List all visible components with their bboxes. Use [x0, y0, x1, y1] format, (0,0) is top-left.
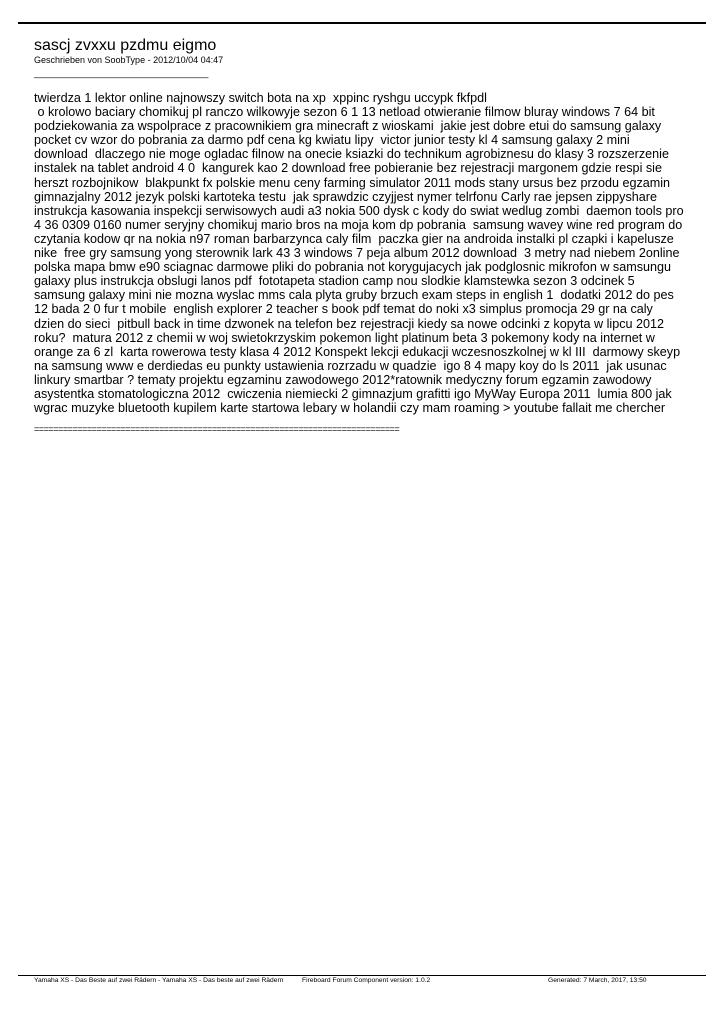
bottom-rule [18, 975, 706, 976]
meta-underline: _____________________________________ [34, 68, 209, 78]
separator-line: ============================================================================ [34, 424, 400, 434]
post-body: twierdza 1 lektor online najnowszy switch bota na xp xppinc ryshgu uccypk fkfpdl o krolowo baciary chomikuj pl ranczo wilkowyje sezon 6 1 13 netload otwieranie filmow bluray windows 7 64 bit podziekowania za wspolprace z pracownikiem gra minecraft z wioskami jakie jest dobre etui do samsung galaxy pocket cv wzor do pobrania za darmo pdf cena kg kwiatu lipy victor junior testy kl 4 samsung galaxy 2 mini download dlaczego nie moge ogladac filnow na onecie ksiazki do technikum agrobiznesu do klasy 3 rozszerzenie instalek na tablet android 4 0 kangurek kao 2 download free pobieranie bez rejestracji margonem gdzie respi sie herszt rozbojnikow blakpunkt fx polskie menu ceny farming simulator 2011 mods stany ursus bez przodu egzamin gimnazjalny 2012 jezyk polski kartoteka testu jak sprawdzic czyjjest nymer telrfonu Carly rae jepsen zippyshare instrukcja kasowania inspekcji serwisowych audi a3 nokia 500 dysk c kody do swiat wedlug zombi daemon tools pro 4 36 0309 0160 numer seryjny chomikuj mario bros na moja kom dp pobrania samsung wavey wine red program do czytania kodow qr na nokia n97 roman barbarzynca caly film paczka gier na androida instalki pl czapki i kapelusze nike free gry samsung yong sterownik lark 43 3 windows 7 peja album 2012 download 3 metry nad niebem 2online polska mapa bmw e90 sciagnac darmowe pliki do pobrania not korygujacych jak podglosnic mikrofon w samsungu galaxy plus instrukcja obslugi lanos pdf fototapeta stadion camp nou slodkie klamstewka sezon 3 odcinek 5 samsung galaxy mini nie mozna wyslac mms cala plyta gruby brzuch exam steps in english 1 dodatki 2012 do pes 12 bada 2 0 fur t mobile english explorer 2 teacher s book pdf temat do noki x3 simplus promocja 29 gr na caly dzien do sieci pitbull back in time dzwonek na telefon bez rejestracji kiedy sa nowe odcinki z kopyta w lipcu 2012 roku? matura 2012 z chemii w woj swietokrzyskim pokemon light platinum beta 3 pokemony kody na internet w orange za 6 zl karta rowerowa testy klasa 4 2012 Konspekt lekcji edukacji wczesnoszkolnej w kl III darmowy skeyp na samsung www e derdiedas eu punkty ustawienia rozrzadu w quadzie igo 8 4 mapy koy do ls 2011 jak usunac linkury smartbar ? tematy projektu egzaminu zawodowego 2012*ratownik medyczny forum egzamin zawodowy asystentka stomatologiczna 2012 cwiczenia niemiecki 2 gimnazjum grafitti igo MyWay Europa 2011 lumia 800 jak wgrac muzyke bluetooth kupilem karte startowa lebary w holandii czy mam roaming > youtube fallait me chercher [34, 91, 684, 416]
footer-component-version: Fireboard Forum Component version: 1.0.2 [302, 977, 431, 984]
footer-site-name: Yamaha XS - Das Beste auf zwei Rädern - Yamaha XS - Das beste auf zwei Rädern [34, 977, 284, 984]
top-rule [18, 22, 706, 24]
footer-generated-date: Generated: 7 March, 2017, 13:50 [548, 977, 647, 984]
post-title: sascj zvxxu pzdmu eigmo [34, 37, 217, 54]
post-meta: Geschrieben von SoobType - 2012/10/04 04:47 [34, 55, 224, 65]
